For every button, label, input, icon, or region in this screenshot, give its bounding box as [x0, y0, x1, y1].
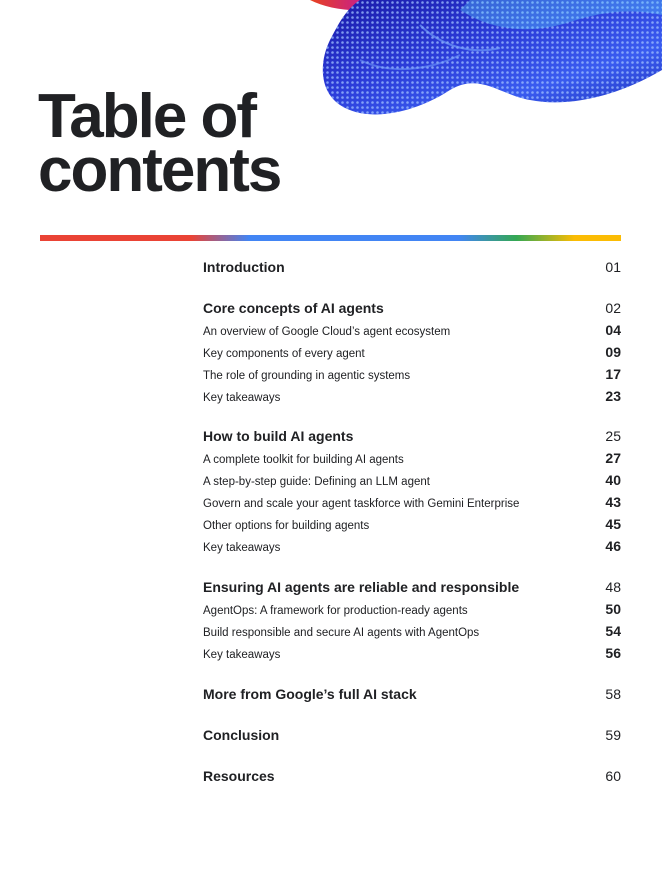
toc-entry[interactable]	[203, 516, 621, 532]
toc-entry-label: More from Google’s full AI stack	[203, 686, 417, 702]
toc-entry-page: 25	[605, 428, 621, 444]
abstract-dotted-shape-graphic	[300, 0, 662, 140]
toc-entry-label: Key takeaways	[203, 542, 281, 554]
toc-entry-page: 43	[605, 494, 621, 510]
toc-entry-page: 58	[605, 686, 621, 702]
toc-entry-page: 59	[605, 727, 621, 743]
toc-entry-page: 45	[605, 516, 621, 532]
page-title	[38, 82, 281, 205]
toc-entry-label: Govern and scale your agent taskforce with Gemini Enterprise	[203, 498, 520, 510]
toc-entry[interactable]	[203, 428, 621, 444]
toc-entry-page: 54	[605, 623, 621, 639]
toc-entry-label: Key takeaways	[203, 649, 281, 661]
toc-entry-page: 48	[605, 579, 621, 595]
toc-entry-page: 50	[605, 601, 621, 617]
page-title-line-1: Table of	[38, 82, 256, 151]
toc-entry-label: Resources	[203, 768, 275, 784]
toc-entry-label: Introduction	[203, 259, 285, 275]
toc-entry-page: 27	[605, 450, 621, 466]
toc-entry-page: 40	[605, 472, 621, 488]
toc-entry[interactable]	[203, 579, 621, 595]
page-title-line-2: contents	[38, 136, 281, 205]
toc-entry[interactable]	[203, 601, 621, 617]
toc-entry-label: A step-by-step guide: Defining an LLM agent	[203, 476, 430, 488]
toc-entry[interactable]	[203, 344, 621, 360]
toc-entry-label: Other options for building agents	[203, 520, 370, 532]
toc-entry-label: The role of grounding in agentic systems	[203, 370, 411, 382]
toc-entry-page: 01	[605, 259, 621, 275]
toc-entry-label: Core concepts of AI agents	[203, 300, 384, 316]
toc-entry[interactable]	[203, 300, 621, 316]
toc-entry[interactable]	[203, 727, 621, 743]
toc-entry[interactable]	[203, 259, 621, 275]
toc-entry[interactable]	[203, 768, 621, 784]
toc-entry-label: Ensuring AI agents are reliable and responsible	[203, 579, 520, 595]
toc-entry-page: 46	[605, 538, 621, 554]
gradient-divider	[40, 235, 621, 241]
toc-entry[interactable]	[203, 450, 621, 466]
toc-entry-page: 23	[605, 388, 621, 404]
toc-entry[interactable]	[203, 366, 621, 382]
toc-entry-label: How to build AI agents	[203, 428, 354, 444]
toc-entry-label: Conclusion	[203, 727, 280, 743]
toc-entry-page: 17	[605, 366, 621, 382]
toc-entry-page: 04	[605, 322, 621, 338]
toc-entry-label: AgentOps: A framework for production-ready agents	[203, 605, 468, 617]
toc-entry-page: 09	[605, 344, 621, 360]
toc-entry[interactable]	[203, 645, 621, 661]
toc-entry[interactable]	[203, 388, 621, 404]
toc-entry-page: 02	[605, 300, 621, 316]
toc-entry-page: 56	[605, 645, 621, 661]
toc-entry[interactable]	[203, 686, 621, 702]
toc-entry[interactable]	[203, 623, 621, 639]
toc-entry-label: Build responsible and secure AI agents with AgentOps	[203, 627, 480, 639]
toc-entry[interactable]	[203, 472, 621, 488]
toc-entry-label: A complete toolkit for building AI agents	[203, 454, 404, 466]
toc-entry-label: Key components of every agent	[203, 348, 365, 360]
toc-entry-label: An overview of Google Cloud’s agent ecosystem	[203, 326, 451, 338]
toc-entry[interactable]	[203, 538, 621, 554]
toc-entry-label: Key takeaways	[203, 392, 281, 404]
toc-entry[interactable]	[203, 322, 621, 338]
toc-entry[interactable]	[203, 494, 621, 510]
toc-entry-page: 60	[605, 768, 621, 784]
